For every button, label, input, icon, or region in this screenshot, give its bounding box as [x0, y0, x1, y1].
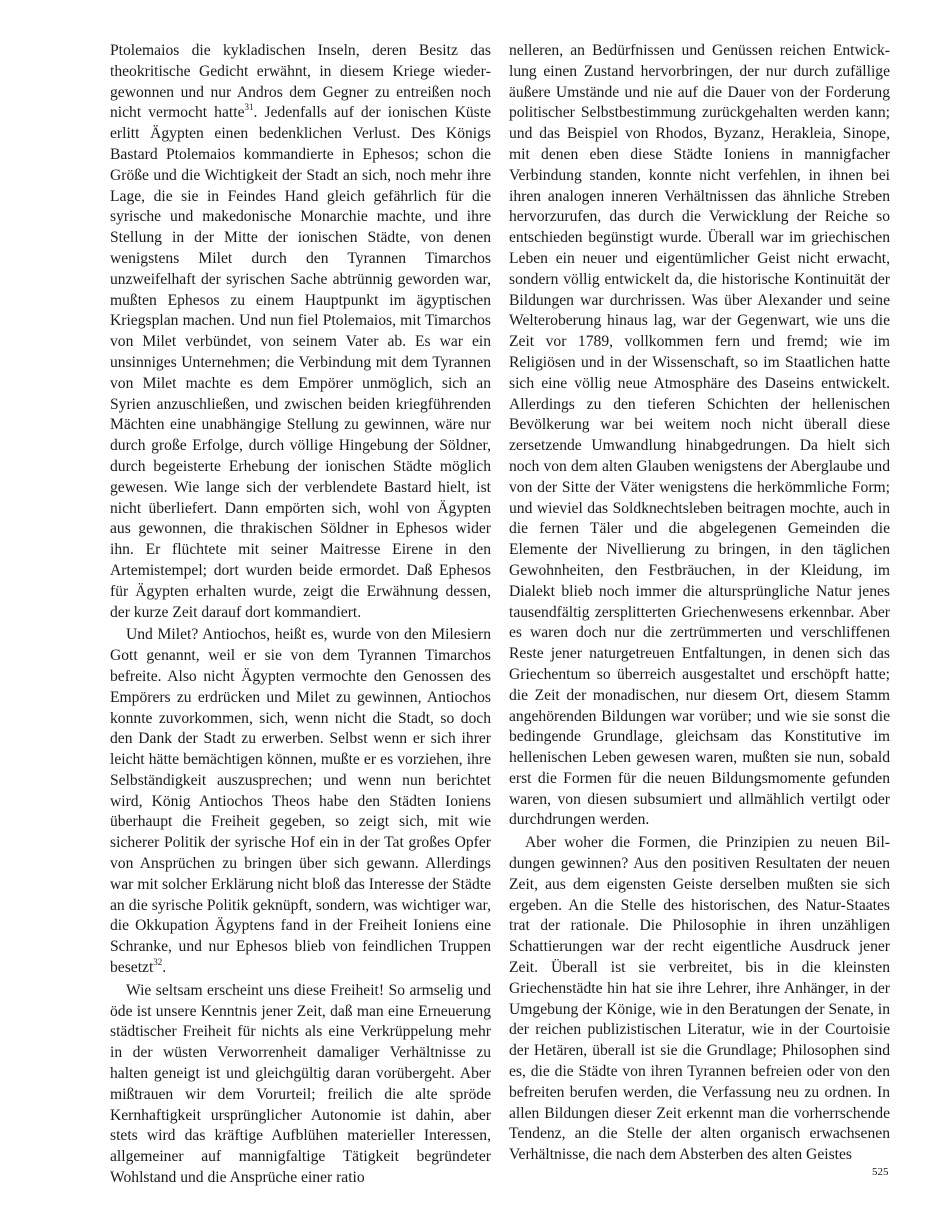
left-text-column [110, 41, 491, 1189]
paragraph: Wie seltsam erscheint uns diese Freiheit! So armselig und öde ist unsere Kenntnis jener Zeit, daß man eine Erneuerung städtischer Freiheit für nichts als eine Verkrüppelung mehr in der wüsten Verworrenheit damaliger Verhältnisse zu halten geneigt ist und gleichgültig daran vorübergeht. Aber mißtrauen wir dem Vorurteil; freilich die alte spröde Kernhaftigkeit ursprünglicher Autonomie ist dahin, aber stets wird das kräftige Aufblühen materieller Interessen, allgemeiner auf mannigfaltige Tätigkeit begründeter Wohlstand und die Ansprüche einer ratio [110, 981, 491, 1187]
paragraph: Aber woher die Formen, die Prinzipien zu neuen Bildungen gewinnen? Aus den positiven Resultaten der neuen Zeit, aus dem eigensten Geiste derselben mußten sie sich ergeben. An die Stelle des historischen, des Natur-Staates trat der rationale. Die Philosophie in ihren unzähligen Schattierungen war der recht eigentliche Ausdruck jener Zeit. Überall ist sie verbreitet, bis in die kleinsten Griechenstädte hin hat sie ihre Lehrer, ihre Anhänger, in der Umgebung der Könige, wie in den Beratungen der Senate, in der reichen publizistischen Literatur, wie in der Courtoisie der Hetären, überall ist sie die Grundlage; Philosophen sind es, die die Städte von ihren Tyrannen befreien oder von den befreiten berufen werden, die Verfassung neu zu ordnen. In allen Bildungen dieser Zeit erkennt man die vorherrschende Tendenz, an die Stelle der alten organisch erwachsenen Verhältnisse, die nach dem Absterben des alten Geistes [509, 834, 890, 1164]
paragraph [110, 41, 491, 623]
paragraph: nelleren, an Bedürfnissen und Genüssen reichen Entwicklung einen Zustand hervorbringen, der nur durch zufällige äußere Umstände und nie auf die Dauer von der Forderung politischer Selbstbestimmung zurückgehalten werden kann; und das Beispiel von Rhodos, Byzanz, Herakleia, Sinope, mit denen eben diese Städte Ioniens in mannigfacher Verbindung standen, konnte nicht verfehlen, in ihnen bei ihren analogen inneren Verhältnissen das ähnliche Streben hervorzurufen, das durch die Verwicklung der Reiche so entschieden begünstigt wurde. Überall war im griechischen Leben ein neuer und eigentümlicher Geist nicht erwacht, sondern völlig entwickelt da, die historische Kontinuität der Bildungen war durchrissen. Was über Alexander und seine Welteroberung hinaus lag, war der Gegenwart, wie uns die Zeit vor 1789, vollkommen fern und fremd; wie im Religiösen und in der Wissenschaft, so im Staatlichen hatte sich eine völlig neue Atmosphäre des Daseins entwickelt. Allerdings zu den tieferen Schichten der hellenischen Bevölkerung war bei weitem noch nicht überall diese zersetzende Umwandlung hinabgedrungen. Da hielt sich noch von dem alten Glauben wenigstens der Aberglaube und von der Sitte der Väter wenigstens die herkömmliche Form; und wieviel das Soldknechtsleben beitragen mochte, auch in die fernen Täler und die abgelegenen Gemeinden die Elemente der Nivellierung zu bringen, in den täglichen Gewohnheiten, den Festbräuchen, in der Kleidung, im Dialekt blieb noch immer die altursprüngliche Natur jenes tausendfältig zersplitterten Griechenwesens erkennbar. Aber es waren doch nur die zertrümmerten und verschliffenen Reste jener naturgetreuen Entfaltungen, in denen sich das Griechentum so überreich ausgestaltet und erschöpft hatte; die Zeit der monadischen, nur diesem Ort, diesem Stamm angehörenden Bildungen war vorüber; und wie sie sonst die bedingende Grundlage, gleichsam das Konstitutive im hellenischen Leben gewesen waren, mußten sie nun, sobald erst die Formen für die neuen Bildungsmomente gefunden waren, von diesen subsumiert und allmählich vertilgt oder durchdrungen werden. [509, 42, 890, 829]
paragraph-text: Und Milet? Antiochos, heißt es, wurde von den Milesiern Gott genannt, weil er sie von dem Tyrannen Timarchos befreite. Also nicht Ägypten vermochte den Genossen des Empörers zu erdrücken und Milet zu gewinnen, Antiochos konnte zuvorkommen, sich, wenn nicht die Stadt, so doch den Dank der Stadt zu erwerben. Selbst wenn er sich ihrer leicht hätte bemächtigen können, mußte er es vorziehen, ihre Selbständigkeit auszusprechen; und wenn nun berichtet wird, König Antiochos Theos habe den Städten Ioniens überhaupt die Freiheit gegeben, so zeigt sich, mit wie sicherer Politik der syrische Hof ein in der Tat großes Opfer von Ansprüchen zu bringen über sich gewann. Allerdings war mit solcher Erklärung nicht bloß das Interesse der Städte an die syrische Politik geknüpft, sondern, was wichtiger war, die Okkupation Ägyptens fand in der Freiheit Ioniens eine Schranke, und nur Ephesos blieb von feindlichen Truppen besetzt [110, 626, 491, 977]
paragraph-text: Ptolemaios die kykladischen Inseln, deren Besitz das theokritische Gedicht erwähnt, in diesem Kriege wiedergewonnen und nur Andros dem Gegner zu entreißen noch nicht vermocht hatte [110, 42, 491, 122]
paragraph [110, 625, 491, 979]
footnote-marker: 31 [244, 102, 254, 113]
footnote-marker: 32 [153, 956, 163, 967]
page-number: 525 [872, 1166, 889, 1178]
right-text-column [509, 41, 890, 1166]
paragraph-text: . Jedenfalls auf der ionischen Küste erlitt Ägypten einen bedenklichen Verlust. Des Königs Bastard Ptolemaios kommandierte in Ephesos; schon die Größe und die Wichtigkeit der Stadt an sich, noch mehr ihre Lage, die sie in Feindes Hand gleich gefährlich für die syrische und makedonische Monarchie machte, und ihre Stellung in der Mitte der ionischen Städte, von denen wenigstens Milet durch den Tyrannen Timarchos unzweifelhaft der syrischen Sache abtrünnig geworden war, mußten Ephesos zu einem Hauptpunkt im ägyptischen Kriegsplan machen. Und nun fiel Ptolemaios, mit Timarchos von Milet verbündet, von seinem Vater ab. Es war ein unsinniges Unternehmen; die Verbindung mit dem Tyrannen von Milet machte es dem Empörer unmöglich, sich an Syrien anzuschließen, und zwischen beiden kriegführenden Mächten eine unabhängige Stellung zu gewinnen, wäre nur durch große Erfolge, durch völlige Hingebung der Söldner, durch begeisterte Erhebung der ionischen Städte möglich gewesen. Wie lange sich der verblendete Bastard hielt, ist nicht überliefert. Dann empörten sich, wohl von Ägypten aus gewonnen, die thrakischen Söldner in Ephesos wider ihn. Er flüchtete mit seiner Maitresse Eirene in den Artemistempel; dort wurden beide ermordet. Daß Ephesos für Ägypten erhalten wurde, zeigt die Erwähnung dessen, der kurze Zeit darauf dort kommandiert. [110, 104, 492, 621]
paragraph-text: . [162, 959, 167, 977]
